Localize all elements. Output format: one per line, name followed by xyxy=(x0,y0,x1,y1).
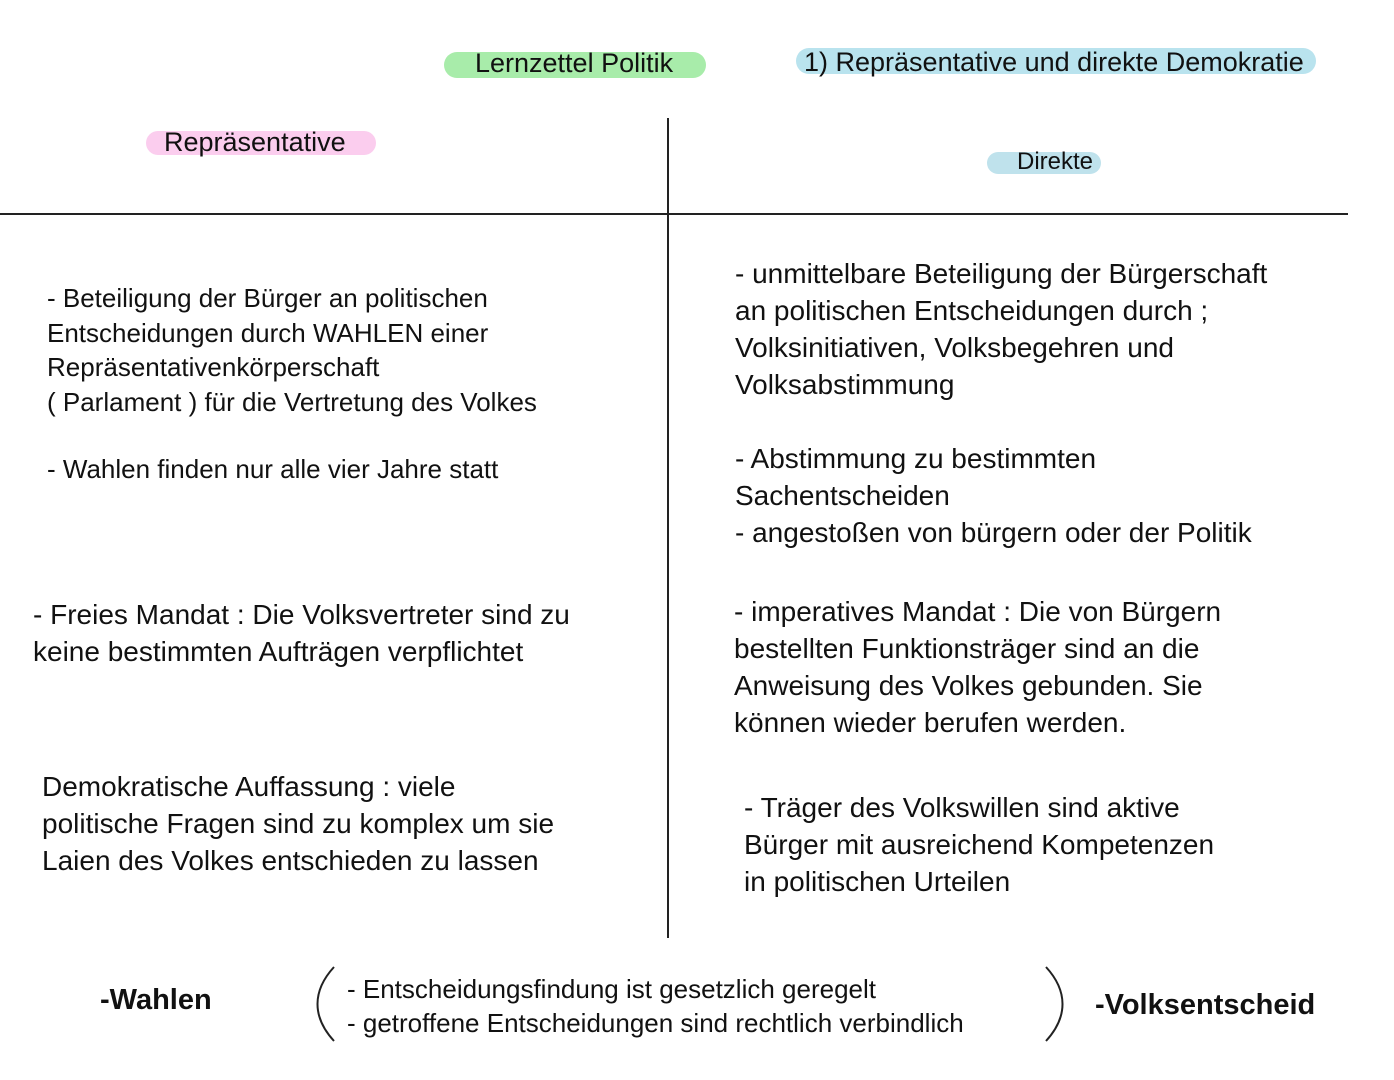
page-title: Lernzettel Politik xyxy=(475,48,674,78)
footer-common-line-2: - getroffene Entscheidungen sind rechtlich verbindlich xyxy=(347,1008,964,1038)
topic-title: 1) Repräsentative und direkte Demokratie xyxy=(804,47,1304,77)
left-block-elections: - Wahlen finden nur alle vier Jahre statt xyxy=(47,454,499,484)
table-vertical-divider xyxy=(667,118,669,938)
table-horizontal-divider xyxy=(0,213,1348,215)
left-block-mandate: - Freies Mandat : Die Volksvertreter sind zu keine bestimmten Aufträgen verpflichtet xyxy=(33,599,570,667)
footer-left-label: -Wahlen xyxy=(100,984,212,1016)
right-block-bearers: - Träger des Volkswillen sind aktive Bürger mit ausreichend Kompetenzen in politischen Urteilen xyxy=(744,792,1215,897)
left-parenthesis xyxy=(310,963,340,1045)
right-block-votes: - Abstimmung zu bestimmten Sachentscheiden - angestoßen von bürgern oder der Politik xyxy=(735,443,1252,548)
right-column-heading: Direkte xyxy=(1017,148,1094,175)
left-block-definition: - Beteiligung der Bürger an politischen Entscheidungen durch WAHLEN einer Repräsentativenkörperschaft ( Parlament ) für die Vertretung des Volkes xyxy=(47,283,537,417)
right-parenthesis xyxy=(1040,963,1070,1045)
left-column-heading: Repräsentative xyxy=(164,127,346,157)
footer-right-label: -Volksentscheid xyxy=(1095,989,1316,1021)
footer-common-line-1: - Entscheidungsfindung ist gesetzlich geregelt xyxy=(347,974,876,1004)
left-block-conception: Demokratische Auffassung : viele politische Fragen sind zu komplex um sie Laien des Volkes entschieden zu lassen xyxy=(42,771,555,876)
right-block-definition: - unmittelbare Beteiligung der Bürgerschaft an politischen Entscheidungen durch ; Volksinitiativen, Volksbegehren und Volksabstimmung xyxy=(735,258,1268,400)
right-block-mandate: - imperatives Mandat : Die von Bürgern bestellten Funktionsträger sind an die Anweisung des Volkes gebunden. Sie können wieder berufen werden. xyxy=(734,596,1222,738)
